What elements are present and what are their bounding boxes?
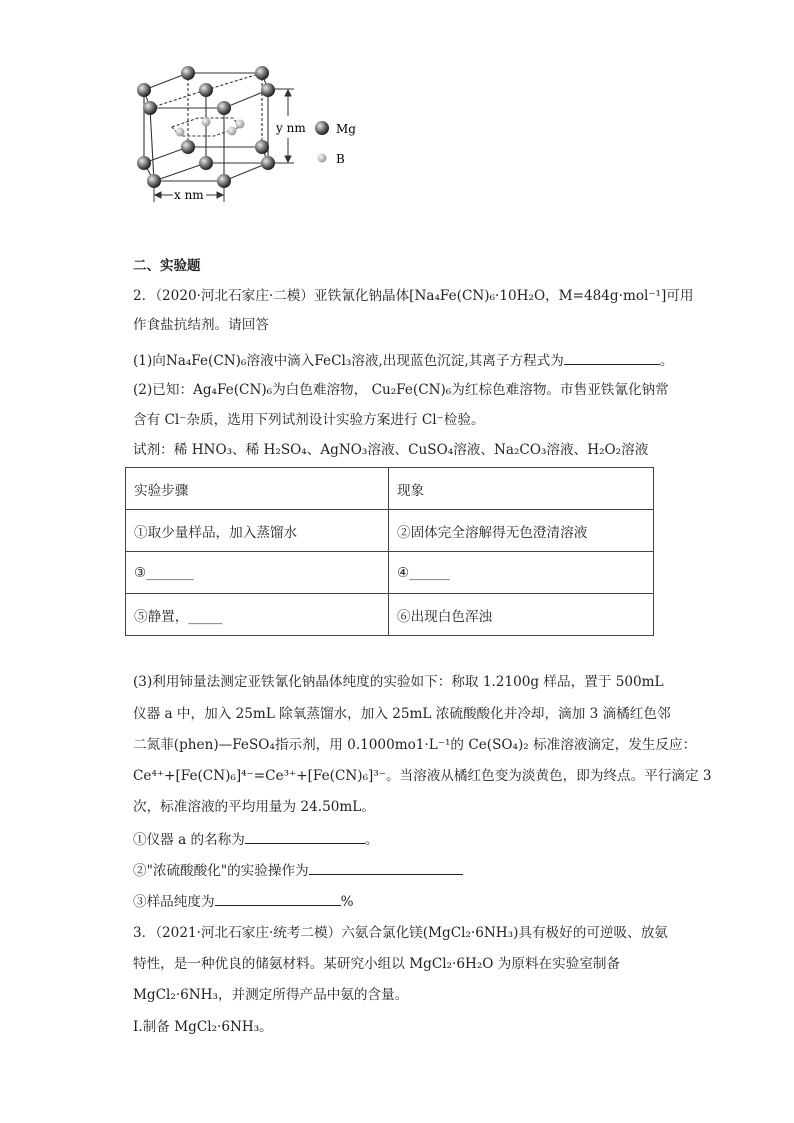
q3-stem-line3: MgCl₂·6NH₃，并测定所得产品中氨的含量。 (133, 987, 409, 1003)
q2-part2-line1: (2)已知：Ag₄Fe(CN)₆为白色难溶物， Cu₂Fe(CN)₆为红棕色难溶物。市售亚铁氰化钠常 (133, 382, 669, 398)
legend-mg-label: Mg (336, 122, 356, 136)
y-dimension-label: y nm (276, 121, 306, 135)
magnesium-atom (217, 101, 231, 115)
q2-sub2 (133, 860, 463, 881)
table-row (126, 552, 654, 594)
magnesium-atom (199, 156, 213, 170)
q2-stem-line1: 2．（2020·河北石家庄·二模）亚铁氰化钠晶体[Na₄Fe(CN)₆·10H₂O，M=484g·mol⁻¹]可用 (133, 288, 694, 304)
q2-sub1-end: 。 (364, 832, 379, 848)
boron-atom (236, 120, 245, 129)
q2-part1 (133, 350, 673, 371)
magnesium-atom (147, 174, 161, 188)
table-row (126, 594, 654, 636)
q2-part3-line3: 二氮菲(phen)—FeSO₄指示剂，用 0.1000mo1·L⁻¹的 Ce(SO₄)₂ 标准溶液滴定，发生反应： (133, 737, 697, 753)
q2-sub1 (133, 829, 379, 850)
magnesium-atom (137, 156, 151, 170)
q2-sub3-blank[interactable] (215, 891, 341, 906)
legend-mg-symbol (315, 121, 329, 135)
q2-sub2-blank[interactable] (309, 860, 463, 875)
table-cell[interactable]: ③_______ (126, 552, 389, 594)
magnesium-atom (199, 83, 213, 97)
table-cell: ②固体完全溶解得无色澄清溶液 (389, 510, 654, 552)
magnesium-atom (181, 140, 195, 154)
boron-atom (228, 127, 237, 136)
q2-sub1-blank[interactable] (245, 829, 365, 844)
magnesium-atom (137, 83, 151, 97)
table-cell: ⑥出现白色浑浊 (389, 594, 654, 636)
legend-b-symbol (318, 154, 327, 163)
table-cell: ①取少量样品，加入蒸馏水 (126, 510, 389, 552)
table-row (126, 510, 654, 552)
q2-part3-line1: (3)利用铈量法测定亚铁氰化钠晶体纯度的实验如下：称取 1.2100g 样品，置于 500mL (133, 674, 664, 690)
q3-stem-line1: 3．（2021·河北石家庄·统考二模）六氨合氯化镁(MgCl₂·6NH₃)具有极好的可逆吸、放氨 (133, 925, 668, 941)
q2-part1-end: 。 (659, 353, 674, 369)
magnesium-atom (143, 101, 157, 115)
table-header-steps: 实验步骤 (126, 468, 389, 510)
q2-sub2-text: ②"浓硫酸酸化"的实验操作为 (133, 863, 309, 879)
q2-stem-line2: 作食盐抗结剂。请回答 (133, 317, 269, 333)
table-header-row (126, 468, 654, 510)
q2-sub3-end: % (340, 894, 354, 910)
q2-part3-line5: 次，标准溶液的平均用量为 24.50mL。 (133, 799, 375, 815)
section-title: 二、实验题 (133, 258, 201, 274)
q3-stem-line2: 特性，是一种优良的储氨材料。某研究小组以 MgCl₂·6H₂O 为原料在实验室制备 (133, 956, 621, 972)
magnesium-atom (255, 66, 269, 80)
q2-part1-blank[interactable] (564, 350, 660, 365)
magnesium-atom (261, 156, 275, 170)
experiment-table (125, 467, 654, 636)
table-cell[interactable]: ④______ (389, 552, 654, 594)
boron-atom (176, 128, 185, 137)
q2-part2-line2: 含有 Cl⁻杂质，选用下列试剂设计实验方案进行 Cl⁻检验。 (133, 412, 485, 428)
legend-b-label: B (336, 152, 345, 166)
crystal-structure-figure (118, 52, 398, 212)
q2-part3-line2: 仪器 a 中，加入 25mL 除氧蒸馏水，加入 25mL 浓硫酸酸化并冷却，滴加 3 滴橘红色邻 (133, 706, 671, 722)
q2-sub3-text: ③样品纯度为 (133, 894, 215, 910)
q2-reagents: 试剂：稀 HNO₃、稀 H₂SO₄、AgNO₃溶液、CuSO₄溶液、Na₂CO₃溶液、H₂O₂溶液 (133, 442, 649, 458)
x-dimension-label: x nm (174, 188, 204, 202)
magnesium-atom (181, 66, 195, 80)
q2-part1-text: (1)向Na₄Fe(CN)₆溶液中滴入FeCl₃溶液,出现蓝色沉淀,其离子方程式为 (133, 353, 564, 369)
magnesium-atom (261, 83, 275, 97)
table-cell[interactable]: ⑤静置，_____ (126, 594, 389, 636)
table-header-phenomena: 现象 (389, 468, 654, 510)
magnesium-atom (217, 174, 231, 188)
magnesium-atom (255, 140, 269, 154)
q3-stem-line4: I.制备 MgCl₂·6NH₃。 (133, 1019, 273, 1035)
q2-part3-line4: Ce⁴⁺+[Fe(CN)₆]⁴⁻=Ce³⁺+[Fe(CN)₆]³⁻。当溶液从橘红色变为淡黄色，即为终点。平行滴定 3 (133, 768, 712, 784)
boron-atom (202, 118, 211, 127)
q2-sub1-text: ①仪器 a 的名称为 (133, 832, 245, 848)
q2-sub3 (133, 891, 353, 912)
